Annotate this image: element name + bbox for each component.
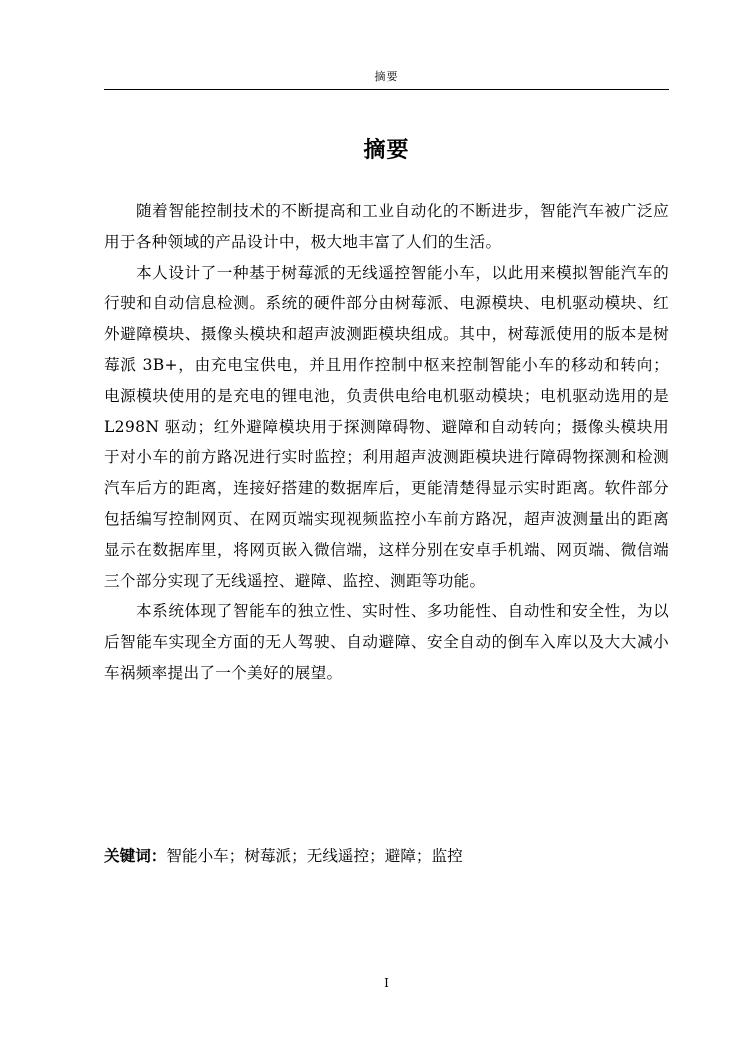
header-rule — [104, 89, 669, 90]
abstract-paragraph: 本人设计了一种基于树莓派的无线遥控智能小车，以此用来模拟智能汽车的行驶和自动信息检测。系统的硬件部分由树莓派、电源模块、电机驱动模块、红外避障模块、摄像头模块和超声波测距模块组成。其中，树莓派使用的版本是树莓派 3B+，由充电宝供电，并且用作控制中枢来控制智能小车的移动和转向；电源模块使用的是充电的锂电池，负责供电给电机驱动模块；电机驱动选用的是 L298N 驱动；红外避障模块用于探测障碍物、避障和自动转向；摄像头模块用于对小车的前方路况进行实时监控；利用超声波测距模块进行障碍物探测和检测汽车后方的距离，连接好搭建的数据库后，更能清楚得显示实时距离。软件部分包括编写控制网页、在网页端实现视频监控小车前方路况，超声波测量出的距离显示在数据库里，将网页嵌入微信端，这样分别在安卓手机端、网页端、微信端三个部分实现了无线遥控、避障、监控、测距等功能。 — [104, 263, 669, 590]
keywords-label: 关键词： — [104, 847, 167, 865]
abstract-paragraph: 本系统体现了智能车的独立性、实时性、多功能性、自动性和安全性，为以后智能车实现全方面的无人驾驶、自动避障、安全自动的倒车入库以及大大减小车祸频率提出了一个美好的展望。 — [104, 602, 669, 682]
abstract-paragraph: 随着智能控制技术的不断提高和工业自动化的不断进步，智能汽车被广泛应用于各种领域的产品设计中，极大地丰富了人们的生活。 — [104, 202, 669, 251]
page-number: I — [384, 976, 389, 990]
keywords-line — [104, 843, 669, 869]
abstract-body — [104, 196, 669, 689]
keywords-list: 智能小车；树莓派；无线遥控；避障；监控 — [166, 847, 463, 865]
abstract-title: 摘要 — [363, 138, 410, 163]
running-header: 摘要 — [374, 70, 399, 83]
